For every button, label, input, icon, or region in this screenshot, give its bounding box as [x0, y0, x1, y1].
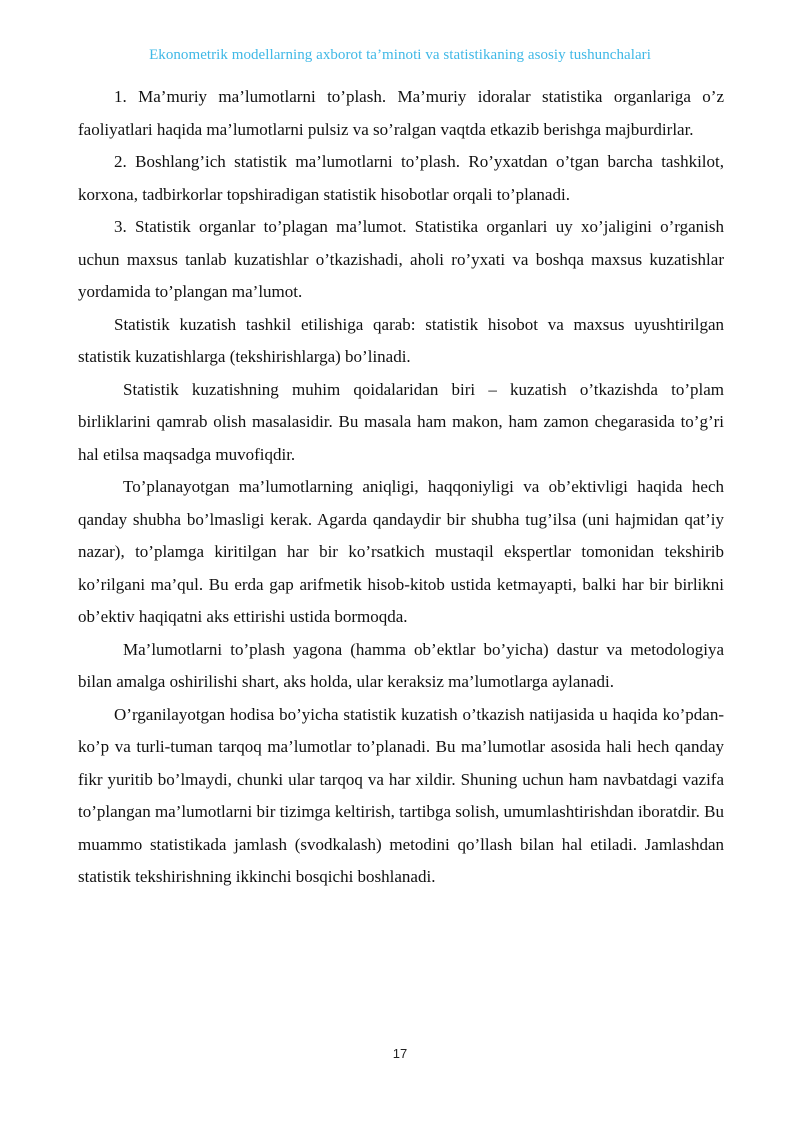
paragraph-coverage-rule: Statistik kuzatishning muhim qoidalaridan biri – kuzatish o’tkazishda to’plam birliklarini qamrab olish masalasidir. Bu masala ham makon, ham zamon chegarasida to’g’ri hal etilsa maqsadga muvofiqdir. — [78, 379, 724, 464]
paragraph-data-accuracy: To’planayotgan ma’lumotlarning aniqligi, haqqoniyligi va ob’ektivligi haqida hech qanday shubha bo’lmasligi kerak. Agarda qandaydir bir shubha tug’ilsa (uni hajmidan qat’iy nazar), to’plamga kiritilgan har bir ko’rsatkich mustaqil ekspertlar tomonidan tekshirib ko’rilgani ma’qul. Bu erda gap arifmetik hisob-kitob ustida ketmayapti, balki har bir birlikni ob’ektiv haqiqatni aks ettirishi ustida bormoqda. — [78, 477, 724, 626]
page-number: 17 — [392, 1046, 408, 1061]
page-body — [78, 81, 724, 894]
paragraph-primary-data: 2. Boshlang’ich statistik ma’lumotlarni to’plash. Ro’yxatdan o’tgan barcha tashkilot, korxona, tadbirkorlar topshiradigan statistik hisobotlar orqali to’planadi. — [78, 152, 724, 204]
paragraph-summarization: O’rganilayotgan hodisa bo’yicha statistik kuzatish o’tkazish natijasida u haqida ko’pdan-ko’p va turli-tuman tarqoq ma’lumotlar to’planadi. Bu ma’lumotlar asosida hali hech qanday fikr yuritib bo’lmaydi, chunki ular tarqoq va har xildir. Shuning uchun ham navbatdagi vazifa to’plangan ma’lumotlarni bir tizimga keltirish, tartibga solish, umumlashtirishdan iboratdir. Bu muammo statistikada jamlash (svodkalash) metodini qo’llash bilan hal etiladi. Jamlashdan statistik tekshirishning ikkinchi bosqichi boshlanadi. — [78, 704, 724, 886]
paragraph-statistical-organs: 3. Statistik organlar to’plagan ma’lumot. Statistika organlari uy xo’jaligini o’rganish uchun maxsus tanlab kuzatishlar o’tkazishadi, aholi ro’yxati va boshqa maxsus kuzatishlar yordamida to’plangan ma’lumot. — [78, 217, 724, 301]
paragraph-administrative-data: 1. Ma’muriy ma’lumotlarni to’plash. Ma’muriy idoralar statistika organlariga o’z faoliyatlari haqida ma’lumotlarni pulsiz va so’ralgan vaqtda etkazib berishga majburdirlar. — [78, 87, 724, 139]
paragraph-observation-types: Statistik kuzatish tashkil etilishiga qarab: statistik hisobot va maxsus uyushtirilgan statistik kuzatishlarga (tekshirishlarga) bo’linadi. — [78, 314, 724, 366]
paragraph-unified-methodology: Ma’lumotlarni to’plash yagona (hamma ob’ektlar bo’yicha) dastur va metodologiya bilan amalga oshirilishi shart, aks holda, ular keraksiz ma’lumotlarga aylanadi. — [78, 639, 724, 691]
running-header: Ekonometrik modellarning axborot ta’minoti va statistikaning asosiy tushunchalari — [149, 47, 651, 63]
